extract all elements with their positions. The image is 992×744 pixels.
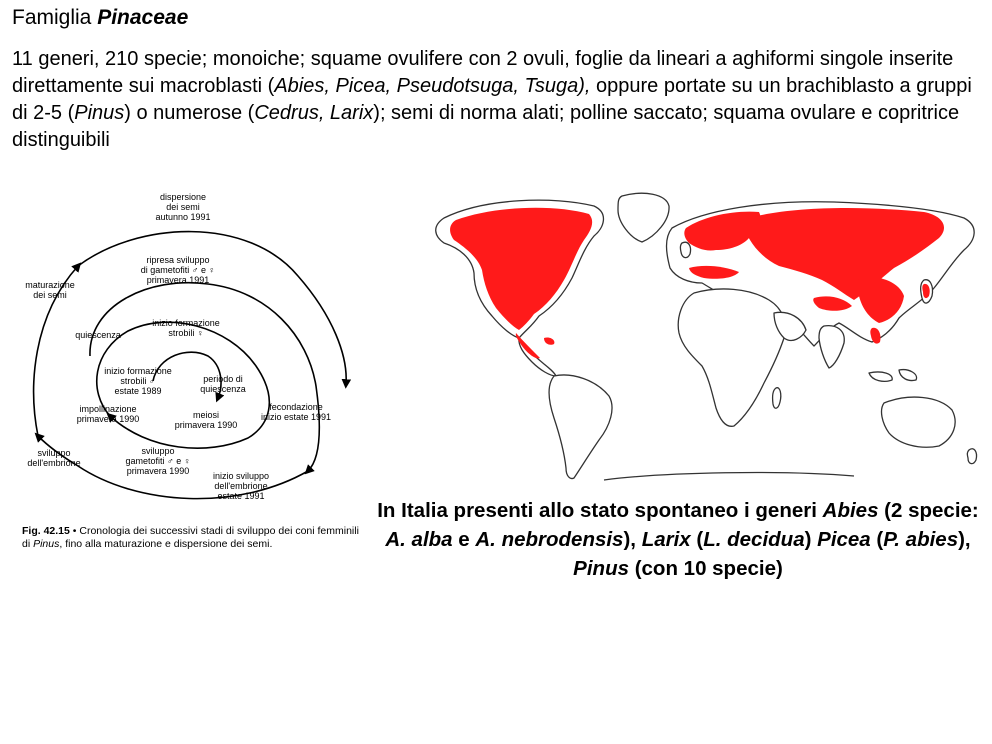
great-britain — [680, 242, 690, 257]
spiral-outer-arc — [78, 232, 346, 384]
figure-caption: Fig. 42.15 • Cronologia dei successivi stadi di sviluppo dei coni femminili di Pinus, fino alla maturazione e dispersione dei semi. — [22, 525, 359, 550]
label-maturazione: maturazione dei semi — [25, 280, 75, 300]
label-dispersione: dispersione dei semi autunno 1991 — [155, 192, 211, 222]
label-inizio-formazione-maschili: inizio formazione strobili ♂ estate 1989 — [104, 366, 172, 396]
label-fecondazione: fecondazione inizio estate 1991 — [260, 402, 332, 422]
world-distribution-map — [404, 188, 989, 488]
madagascar — [773, 388, 781, 409]
label-inizio-sviluppo-embrione: inizio sviluppo dell'embrione estate 1991 — [212, 471, 270, 501]
antarctica — [604, 473, 854, 480]
label-ripresa-sviluppo: ripresa sviluppo di gametofiti ♂ e ♀ primavera 1991 — [140, 255, 216, 285]
family-name: Pinaceae — [97, 6, 189, 29]
indonesia-1 — [869, 372, 892, 381]
intro-paragraph: 11 generi, 210 specie; monoiche; squame ovulifere con 2 ovuli, foglie da lineari a aghiformi singole inserite direttamente sui macroblasti (Abies, Picea, Pseudotsuga, Tsuga), oppure portate su un brachiblasto a gruppi di 2-5 (Pinus) o numerose (Cedrus, Larix); semi di norma alati; polline saccato; squama ovulare e copritrice distinguibili — [12, 48, 972, 151]
label-impollinazione: impollinazione primavera 1990 — [76, 404, 140, 424]
india — [819, 326, 844, 368]
label-quiescenza: quiescenza — [75, 330, 121, 340]
label-periodo-quiescenza: periodo di quiescenza — [200, 374, 246, 394]
distribution-caribbean — [544, 337, 554, 344]
label-sviluppo-gametofiti: sviluppo gametofiti ♂ e ♀ primavera 1990 — [125, 446, 191, 476]
label-meiosi: meiosi primavera 1990 — [174, 410, 238, 430]
indonesia-2 — [899, 370, 917, 381]
south-america — [549, 375, 612, 479]
label-inizio-formazione-femminili: inizio formazione strobili ♀ — [152, 318, 220, 338]
pinus-life-cycle-diagram — [18, 186, 363, 521]
new-zealand — [967, 449, 976, 464]
australia — [882, 397, 956, 447]
slide-title: Famiglia Pinaceae — [12, 6, 189, 29]
greenland — [618, 193, 669, 242]
africa — [678, 289, 785, 426]
italy-genera-note: In Italia presenti allo stato spontaneo i generi Abies (2 specie: A. alba e A. nebrodensis), Larix (L. decidua) Picea (P. abies), Pinus (con 10 specie) — [377, 499, 979, 580]
label-sviluppo-embrione: sviluppo dell'embrione — [27, 448, 81, 468]
